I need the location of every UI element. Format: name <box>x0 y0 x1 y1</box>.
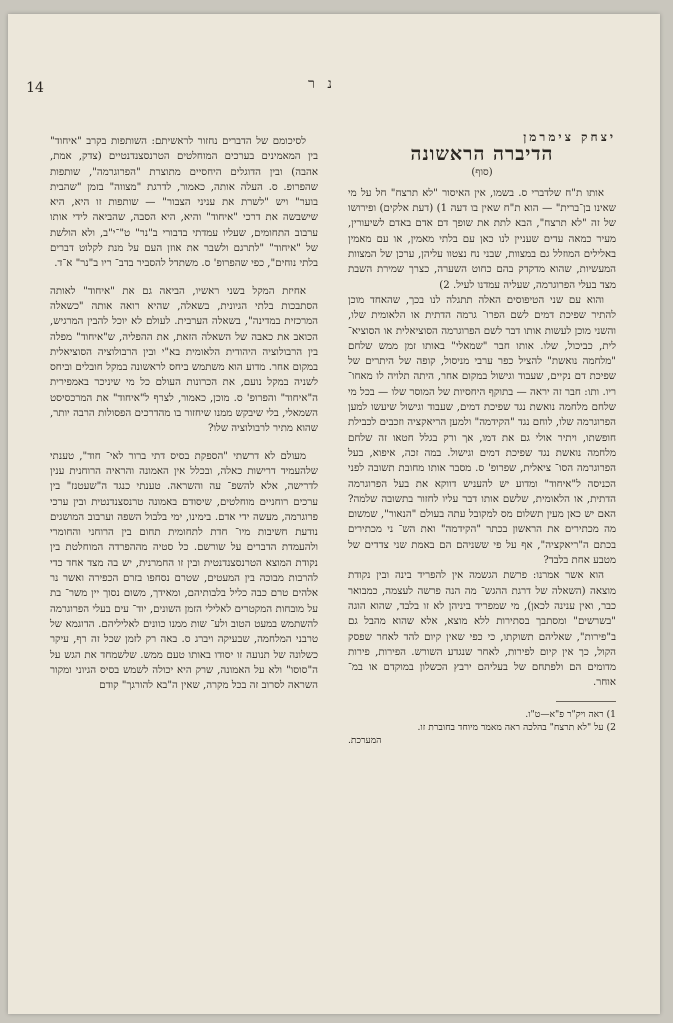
paragraph: לסיכומם של הדברים נחזור לראשיתם: השותפות בקרב "איחוד" בין המאמינים בערכים המוחלטים הטרנסצנדנטיים (צדק, אמת, אהבה) ובין הדוגלים היחסיים מתוצרת "הפרוגרמה", שותפות שהפרופ. ס. העלה אותה, כאמור, לדרגת "מצווה" בזמן "שהבית בוער" ויש "לשרת את עניני הצבור" — שותפות זו היא, היא שישבשה את דרכי "איחוד" והיא, היא הסבה, שהביאה לידי אותו ערבוב התחומים, שעליו עמדתי בדבורי ב"נר" ט"־י"ב, ולא הולשת של "איחוד" "לתרגם ולשבר את אוזן העם על מנת לקלוט דברים בלתי נוחים", כפי שהפרופ' ס. משתדל להסביר בדב־ ריו ב"נר" א־ד. <box>50 136 318 270</box>
article-subtitle: (סוף) <box>471 166 493 178</box>
paragraph: והוא עם שני הטיפוסים האלה תתגלה לנו בכך, שהאחד מוכן להתיר שפיכת דמים לשם הפרו־ גרמה הדתית או הלאומית שלו, והשני מוכן לעשות אותו דבר לשם הפרוגרמה הסוציאלית או הסוציא־ לית, כביכול, שלו. אותו חבר "שמאלי" באותו זמן ממש שלחם "מלחמה נואשת" להציל כפר ערבי מניסול, קופה של היתרים של שפיכת דם נקיים, שעבוד וגישול במקום אחר, היתה תלויה לו מאחו־ ריו. ותו: חבר זה יראה — בתוקף היחסיות של המוסר שלו — בכל מי שלחם מלחמה נואשת נגד שפיכת דמים, שעבוד וגישול שיעשו למען הפרוגרמה שלו, לוחם נגד "הקידמה" ולמען הריאקציה וזכבים לכבילת חופשתו, ויתיר אולי גם את דמו, אך ורק בגלל חטאו זה שלחם מלחמה נואשת נגד שפיכת דמים וגישול. במה זכה, איפוא, בעל הפרוגרמה הסו־ ציאלית, שפרופ' ס. מסבר אותו מחובת תשובה לפני הכניסה ל"איחוד" ומדוע יש להעניש דווקא את בעל הפרוגרמה הדתית, או הלאומית, שלשם אותו דבר עליו לחזור בתשובה שלמה? האם יש כאן מעין תשלום מס למקובל עתה בעולם "הנאור", שמשום מה מכתירים את הראשון בכתר "הקידמה" ואת הש־ ני מכתירים בכתם ה"ריאקציה", אף על פי ששניהם הם באמת שני צדדים של מטבע אחת בלבד? <box>348 294 616 567</box>
left-column <box>50 134 318 693</box>
page-number: 14 <box>26 80 44 96</box>
running-head: נ ר <box>308 76 336 92</box>
paragraph: אותו ת"ח שלדברי ס. בשמו, אין האיסור "לא תרצח" חל על מי שאינו בן־ברית" — הוא ת"ח שאין בו דעה 1) (דעת אלקים) ופירושו של זה "לא תרצח", הבא לתת את שופך דם אדם באדם לשיעורין, מעיר כמאה עדים שעניין לנו כאן עם בלתי מאמין, או עם מאמין באלילים המוזלל גם במצוות, שבני נח נצטוו עליהן, ערכן של המצוות המעשיות, שהוא מדקדק בהם כחוט השערה, כצרך שמירת השבת מצד בעלי הפרוגרמה, שעליה עמדנו לעיל. 2) <box>348 187 617 291</box>
paragraph-gap <box>50 272 318 284</box>
article-author: יצחק צימרמן <box>523 130 616 144</box>
paragraph: מעולם לא דרשתי "הספקת בסיס דתי ברור לאי־ חוד", טענתי שלהעמיד דרישות כאלה, ובכלל אין האמונה והראיה הרוחנית ענין לדרישה, אלא להשפ־ עה והשראה. טענתי כנגד ה"שעטנז" בין ערכים רוחניים מוחלטים, שיסודם באמונה טרנסצנדנטית ובין ערכי פרוגרמה, מעשה ידי אדם. בימינו, ימי בלבול השפה וערבוב המושגים נודעת חשיבות מיו־ חדת לתחומית תחום בין הרוחני והחומרי ולהעמדת הדברים על שורשם. כל סטיה מההפרדה המוחלטת בין נקודת המוצא הטרנסצנדנטית ובין זו החמרנית, יש בה מצד אחד כדי להרבות מבוכה בין המעטים, שטרם נסחפו בזרם הכפירה ואשר נר אלהים טרם כבה כליל בלבותיהם, ומאידך, משום נסוך יין משר־ בת על מובחות המקטרים לאלילי הזמן השונים, יוד־ עים בעלי הפרוגרמה להשתמש במעט הטוב ולע־ שות ממנו כוונים לאליליהם. הדוגמא של טרבני המלחמה, שבעיקה ויברג ס. באה רק לזמן שכל זה רף, עיקר כשלונה של תנועה זו יסודו באותו טעם ממש. שלשמחד את הגש על ה"סוסו" ולא על האמונה, שרק היא יכולה לשמש בסיס הגיוני ומקור השראה לסרוב זה בכל מקרה, שאין ה"בא להורגך" קודם <box>50 450 318 692</box>
footnote-credit: המערכת. <box>348 734 382 746</box>
article-title: הדיברה הראשונה <box>410 143 554 166</box>
page-sheet <box>8 14 660 1014</box>
paragraph: הוא אשר אמרנו: פרשת הגשמה אין להפריד בינה ובין נקודת מוצאה (השאלה של דרגת ההגש־ מה הנה פרשה לעצמה, כמבואר כבר, ואין ענינה לכאן), מי שמפריד ביניהן לא זו בלבד, שהוא הוגה "בשרשים" ומסתבך בסתירות ללא מוצא, אלא שהוא מהבל גם ב"פירות", שאליהם תשוקתו, כי כפי שאין קיום להד לאחר שפסק הקול, כך אין קיום לפירות, לאחר שנגדע השורש. הפירות, פירות מדומים הם ולפתחם של בעליהם ירבץ הכשלון במוקדם או במ־ אוחר. <box>348 570 616 689</box>
footnote: 2) על "לא תרצח" בהלכה ראה מאמר מיוחד בחוברת זו. <box>417 721 616 733</box>
right-column <box>348 130 617 747</box>
footnote-separator <box>556 701 616 702</box>
paragraph: אחיזת המקל בשני ראשיו, הביאה גם את "איחוד" לאותה הסתבכות בלתי הגיונית, בשאלה, שהיא רואה אותה "כשאלה המרכזית במדינה", בשאלה הערבית. לעולם לא יוכל להבין המרגיש, הכואב את כאבה של השאלה הזאת, את ההפליה, ש"איחוד" מפלה בין הרבולוציה היהודית הלאומית בא"י ובין הרבולוציה הסוציאלית במקום אחר. מדוע הוא משתמש ביחס לראשונה במקל חובלים וביחס לשניה במקל נועם, את הכרונות העולם כל מי שיניכר באמפירית ה"איחוד" והפרופ' ס. מוכן, כאמור, לצרף ל"איחוד" את המרכסיסט השמאלי, בלי שיבקש ממנו שיחזור בו מהדרכים הפסולות הרבה יותר, שהוא מתיר לרבולוציה שלו? <box>50 285 318 435</box>
paragraph-gap <box>50 437 318 449</box>
footnote: 1) ראה ויק"ר פ"א—ט"ו. <box>525 708 616 720</box>
